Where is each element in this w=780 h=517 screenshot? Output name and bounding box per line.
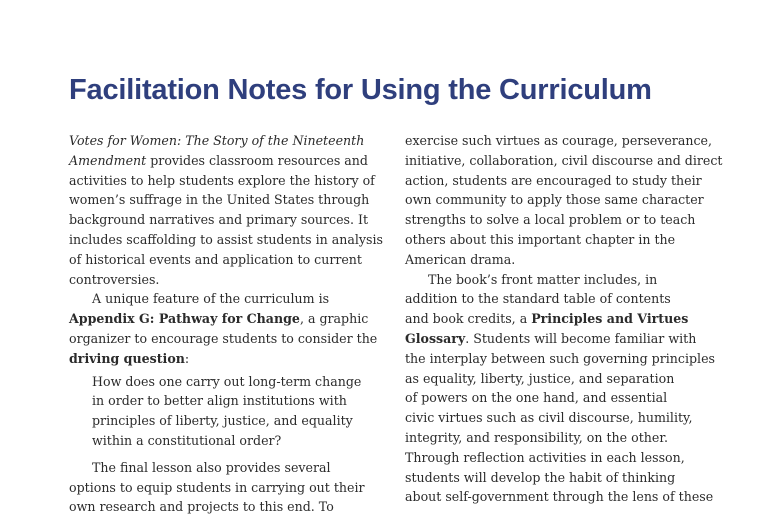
body-text: civic virtues such as civil discourse, humility, <box>405 410 693 426</box>
body-text: women’s suffrage in the United States through <box>69 192 370 208</box>
left-column <box>69 131 383 517</box>
body-text: American drama. <box>405 251 516 267</box>
body-text: A unique feature of the curriculum is <box>92 291 330 307</box>
body-text: the interplay between such governing principles <box>405 350 715 366</box>
body-text: The book’s front matter includes, in <box>428 271 658 287</box>
glossary-reference: Principles and Virtues <box>531 311 689 327</box>
quote-line: in order to better align institutions with <box>92 393 347 409</box>
page-title: Facilitation Notes for Using the Curriculum <box>69 74 652 106</box>
body-text: provides classroom resources and <box>146 152 368 168</box>
body-text: controversies. <box>69 271 160 287</box>
body-text: initiative, collaboration, civil discourse and direct <box>405 152 723 168</box>
body-text: students will develop the habit of thinking <box>405 469 676 485</box>
body-text: as equality, liberty, justice, and separation <box>405 370 675 386</box>
front-matter-paragraph <box>405 270 717 508</box>
glossary-reference: Glossary <box>405 330 466 346</box>
body-text: addition to the standard table of contents <box>405 291 671 307</box>
body-text: options to equip students in carrying out their <box>69 479 365 495</box>
intro-paragraph <box>69 131 383 289</box>
virtues-paragraph <box>405 131 723 270</box>
body-text: own research and projects to this end. To <box>69 499 334 515</box>
book-title-text: Votes for Women: The Story of the Nineteenth <box>69 133 365 148</box>
final-lesson-paragraph <box>69 458 377 517</box>
body-text: and book credits, a <box>405 311 532 327</box>
body-text: The final lesson also provides several <box>92 459 331 475</box>
body-text: of historical events and application to current <box>69 251 362 267</box>
driving-question-term: driving question <box>69 350 185 366</box>
body-text: : <box>184 350 190 366</box>
appendix-paragraph <box>69 289 377 368</box>
body-text: includes scaffolding to assist students in analysis <box>69 231 383 247</box>
body-text: strengths to solve a local problem or to teach <box>405 212 696 228</box>
body-text: activities to help students explore the history of <box>69 172 375 188</box>
body-text: action, students are encouraged to study their <box>405 172 702 188</box>
quote-line: How does one carry out long-term change <box>92 373 362 389</box>
body-text: Through reflection activities in each lesson, <box>405 449 685 465</box>
quote-line: principles of liberty, justice, and equality <box>92 413 353 429</box>
body-text: others about this important chapter in the <box>405 231 676 247</box>
body-text: , a graphic <box>299 311 369 327</box>
right-column <box>405 131 723 507</box>
quote-line: within a constitutional order? <box>92 432 282 448</box>
body-text: . Students will become familiar with <box>465 330 697 346</box>
body-text: of powers on the one hand, and essential <box>405 390 668 406</box>
body-text: own community to apply those same character <box>405 192 704 208</box>
body-text: background narratives and primary sources. It <box>69 212 369 228</box>
body-text: organizer to encourage students to consider the <box>69 330 378 346</box>
appendix-reference: Appendix G: Pathway for Change <box>69 311 300 327</box>
driving-question-quote <box>69 372 377 451</box>
body-text: about self-government through the lens of these <box>405 489 714 505</box>
body-text: exercise such virtues as courage, perseverance, <box>405 133 712 148</box>
book-title-text: Amendment <box>69 152 147 168</box>
body-text: integrity, and responsibility, on the other. <box>405 429 668 445</box>
